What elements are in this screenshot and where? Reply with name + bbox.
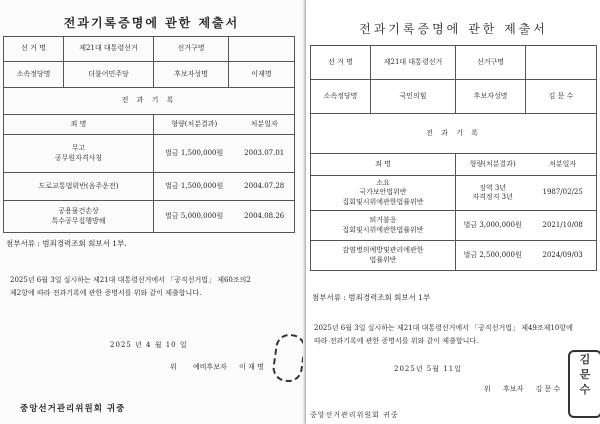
table-row xyxy=(311,176,597,211)
record-date: 2021/10/08 xyxy=(542,220,583,229)
party-value: 더불어민주당 xyxy=(64,62,154,88)
election-label: 선 거 명 xyxy=(311,46,371,80)
record-date: 2003.07.01 xyxy=(244,148,285,157)
candidate-label: 후보자성명 xyxy=(154,62,229,88)
record-date: 2024/09/03 xyxy=(542,250,583,259)
table-row xyxy=(4,173,295,201)
record-penalty: 징역 3년 자격정지 3년 xyxy=(472,183,513,201)
record-penalty: 벌금 5,000,000원 xyxy=(165,211,224,220)
signature-line xyxy=(484,384,560,394)
header-date: 처분일자 xyxy=(549,159,577,168)
header-penalty: 형량(처분결과) xyxy=(469,159,516,168)
table-row xyxy=(311,211,597,241)
header-crime: 죄 명 xyxy=(311,154,456,176)
seal-stamp xyxy=(568,350,600,418)
party-label: 소속정당명 xyxy=(4,62,64,88)
body-text: 2025년 6월 3일 실시하는 제21대 대통령선거에서 「공직선거법」 제49조제10항에 따라 전과기록에 관한 증명서를 위와 같이 제출합니다. xyxy=(314,324,573,346)
record-crime: 소요 국가보안법위반 집회및시위에관한법률위반 xyxy=(311,176,456,211)
sig-role: 예비후보자 xyxy=(193,363,227,371)
attachment-note: 첨부서류 : 범죄경력조회 회보서 1부 xyxy=(312,293,431,302)
sig-prefix: 위 xyxy=(484,385,491,393)
stamp-char: 김 xyxy=(579,353,591,366)
table-row xyxy=(311,241,597,271)
header-penalty: 형량(처분결과) xyxy=(171,119,218,128)
sig-role: 후보자 xyxy=(503,385,524,393)
sig-name: 이 재 명 xyxy=(239,363,264,371)
table-row xyxy=(4,135,295,173)
district-value xyxy=(526,46,597,80)
section-heading: 전 과 기 록 xyxy=(4,88,295,115)
submission-date: 2025년 5월 11일 xyxy=(394,365,462,373)
attachment-note: 첨부서류 : 범죄경력조회 회보서 1부. xyxy=(6,239,127,248)
record-crime: 공용물건손상 특수공무집행방해 xyxy=(4,201,154,233)
election-value: 제21대 대통령선거 xyxy=(64,37,154,62)
header-crime: 죄 명 xyxy=(4,115,154,135)
info-table xyxy=(3,36,295,233)
sig-prefix: 위 xyxy=(170,363,177,371)
record-penalty: 벌금 1,500,000원 xyxy=(165,181,224,190)
document-kim xyxy=(305,0,600,424)
stamp-char: 수 xyxy=(579,383,591,396)
candidate-label: 후보자성명 xyxy=(456,80,526,114)
record-crime: 도로교통법위반(음주운전) xyxy=(4,173,154,201)
record-crime: 감염병의예방및관리에관한 법률위반 xyxy=(311,241,456,271)
document-title: 전과기록증명에 관한 제출서 xyxy=(63,16,240,30)
sig-name: 김 문 수 xyxy=(535,385,561,393)
seal-stamp xyxy=(271,332,303,384)
section-heading: 전 과 기 록 xyxy=(311,114,597,154)
stamp-char: 문 xyxy=(579,368,591,381)
election-value: 제21대 대통령선거 xyxy=(371,46,456,80)
record-date: 2004.08.26 xyxy=(244,211,285,220)
election-label: 선 거 명 xyxy=(4,37,64,62)
record-date: 2004.07.28 xyxy=(244,181,285,190)
recipient-org: 중앙선거관리위원회 귀중 xyxy=(20,404,126,414)
header-date: 처분일자 xyxy=(250,119,278,128)
body-text: 2025년 6월 3일 실시하는 제21대 대통령선거에서 「공직선거법」 제60조의2 제2항에 따라 전과기록에 관한 증명서를 위와 같이 제출합니다. xyxy=(10,276,251,298)
record-penalty: 벌금 1,500,000원 xyxy=(165,148,224,157)
recipient-org: 중앙선거관리위원회 귀중 xyxy=(310,411,399,419)
party-value: 국민의힘 xyxy=(371,80,456,114)
document-title: 전과기록증명에 관한 제출서 xyxy=(359,22,548,36)
party-label: 소속정당명 xyxy=(311,80,371,114)
record-crime: 퇴거불응 집회및시위에관한법률위반 xyxy=(311,211,456,241)
info-table xyxy=(310,45,597,271)
submission-date: 2025 년 4 월 10 일 xyxy=(110,341,188,349)
district-label: 선거구명 xyxy=(456,46,526,80)
signature-line xyxy=(170,362,264,372)
record-crime: 무고 공무원자격사칭 xyxy=(4,135,154,173)
candidate-value: 김 문 수 xyxy=(526,80,597,114)
record-penalty: 벌금 3,000,000원 xyxy=(463,220,522,229)
record-date: 1987/02/25 xyxy=(542,188,583,197)
candidate-value: 이재명 xyxy=(229,62,295,88)
record-penalty: 벌금 2,500,000원 xyxy=(463,250,522,259)
district-value xyxy=(229,37,295,62)
table-row xyxy=(4,201,295,233)
district-label: 선거구명 xyxy=(154,37,229,62)
